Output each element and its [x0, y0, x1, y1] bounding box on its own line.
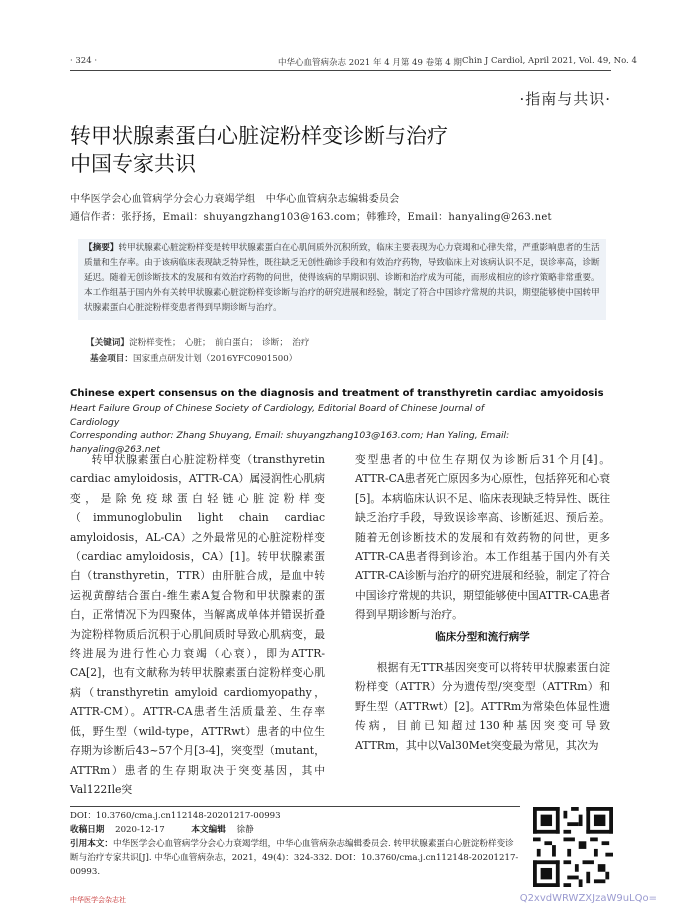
- footer-rule: [70, 806, 520, 807]
- citation-label: 引用本文：: [70, 839, 113, 849]
- section-heading: 临床分型和流行病学: [435, 631, 530, 643]
- qr-code: [533, 807, 613, 887]
- journal-header-en: Chin J Cardiol, April 2021, Vol. 49, No. 4: [462, 56, 637, 66]
- editor-name: 徐静: [236, 825, 254, 835]
- body-paragraph: 转甲状腺素蛋白心脏淀粉样变（transthyretin cardiac amyloidosis，ATTR-CA）属浸润性心肌病变，是除免疫球蛋白轻链心脏淀粉样变（immunoglobulin light chain cardiac amyloidosis，AL-CA）之外最常见的心脏淀粉样变（cardiac amyloidosis，CA）[1]。转甲状腺素蛋白（transthyretin，TTR）由肝脏合成，是血中转运视黄醇结合蛋白-维生素A复合物和甲状腺素的蛋白，正常情况下为四聚体，当解离成单体并错误折叠为淀粉样物质后沉积于心肌间质时导致心肌病变，最终进展为进行性心力衰竭（心衰），即为ATTR-CA[2]，也有文献称为转甲状腺素蛋白淀粉样变心肌病（transthyretin amyloid cardiomyopathy，ATTR-CM）。ATTR-CA患者生活质量差、生存率低，野生型（wild-type，ATTRwt）患者的中位生存期为诊断后43~57个月[3-4]，突变型（mutant，ATTRm）患者的生存期取决于突变基因，其中Val122Ile突: [70, 453, 325, 796]
- authors: 中华医学会心血管病学分会心力衰竭学组 中华心血管病杂志编辑委员会: [70, 194, 400, 205]
- body-paragraph: 变型患者的中位生存期仅为诊断后31个月[4]。ATTR-CA患者死亡原因多为心原性，包括猝死和心衰[5]。本病临床认识不足、临床表现缺乏特异性、既往缺乏治疗手段，导致误诊率高、诊断延迟、预后差。随着无创诊断技术的发展和有效药物的问世，更多ATTR-CA患者得到诊治。本工作组基于国内外有关ATTR-CA诊断与治疗的研究进展和经验，制定了符合中国诊疗常规的共识，期望能够使中国ATTR-CA患者得到早期诊断与治疗。: [355, 453, 610, 622]
- fund-text: 国家重点研发计划（2016YFC0901500）: [132, 354, 298, 364]
- footer-citation: [70, 837, 520, 879]
- body-column-right-2: [355, 658, 610, 755]
- title-line-2: 中国专家共识: [70, 152, 196, 176]
- fund: [90, 352, 297, 364]
- keywords-label: 【关键词】: [86, 338, 129, 348]
- received-label: 收稿日期: [70, 825, 105, 835]
- corresponding-authors: 通信作者：张抒扬，Email：shuyangzhang103@163.com；韩雅玲，Email：hanyaling@263.net: [70, 212, 552, 223]
- publisher-logo: 中华医学会杂志社: [70, 896, 126, 904]
- article-title: [70, 122, 590, 178]
- watermark-text: Q2xvdWRWZXJzaW9uLQo=: [519, 893, 657, 904]
- header-rule: [70, 70, 611, 71]
- english-corresponding: Corresponding author: Zhang Shuyang, Email: shuyangzhang103@163.com; Han Yaling, Email: hanyaling@263.net: [70, 430, 510, 455]
- title-line-1: 转甲状腺素蛋白心脏淀粉样变诊断与治疗: [70, 124, 448, 148]
- fund-label: 基金项目：: [90, 354, 133, 364]
- english-affiliation: [70, 402, 520, 456]
- citation-text: 中华医学会心血管病学分会心力衰竭学组，中华心血管病杂志编辑委员会. 转甲状腺素蛋白心脏淀粉样变诊断与治疗专家共识[J]. 中华心血管病杂志，2021，49(4)：324-332. DOI：10.3760/cma.j.cn112148-20201217-00993.: [70, 839, 519, 877]
- english-title: Chinese expert consensus on the diagnosis and treatment of transthyretin cardiac amyoidosis: [70, 388, 604, 399]
- abstract-label: 【摘要】: [84, 243, 119, 253]
- footer-doi: DOI：10.3760/cma.j.cn112148-20201217-00993: [70, 811, 281, 821]
- body-paragraph: 根据有无TTR基因突变可以将转甲状腺素蛋白淀粉样变（ATTR）分为遗传型/突变型（ATTRm）和野生型（ATTRwt）[2]。ATTRm为常染色体显性遗传病，目前已知超过130种基因突变可导致ATTRm，其中以Val30Met突变最为常见，其次为: [355, 661, 610, 752]
- abstract-box: [78, 239, 606, 320]
- journal-header-cn: 中华心血管病杂志 2021 年 4 月第 49 卷第 4 期: [278, 58, 462, 68]
- body-column-right: [355, 450, 610, 625]
- english-affiliation-text: Heart Failure Group of Chinese Society of Cardiology, Editorial Board of Chinese Journal of Cardiology: [70, 403, 485, 428]
- page-number: · 324 ·: [70, 56, 98, 66]
- article-category: ·指南与共识·: [519, 90, 611, 108]
- footer-dates: [70, 823, 520, 837]
- received-date: 2020-12-17: [115, 825, 165, 835]
- keywords: [86, 336, 309, 348]
- body-column-left: [70, 450, 325, 799]
- editor-label: 本文编辑: [191, 825, 226, 835]
- abstract-text: 转甲状腺素心脏淀粉样变是转甲状腺素蛋白在心肌间质外沉积所致，临床主要表现为心力衰竭和心律失常，严重影响患者的生活质量和生存率。由于该病临床表现缺乏特异性，既往缺乏无创性确诊手段和有效治疗药物，导致临床上对该病认识不足，误诊率高，诊断延迟。随着无创诊断技术的发展和有效治疗药物的问世，使得该病的早期识别、诊断和治疗成为可能，而形成相应的诊疗策略非常重要。本工作组基于国内外有关转甲状腺素心脏淀粉样变诊断与治疗的研究进展和经验，制定了符合中国诊疗常规的共识，期望能够使中国转甲状腺素蛋白心脏淀粉样变患者得到早期诊断与治疗。: [84, 243, 600, 313]
- keywords-text: 淀粉样变性； 心脏； 前白蛋白； 诊断； 治疗: [128, 338, 310, 348]
